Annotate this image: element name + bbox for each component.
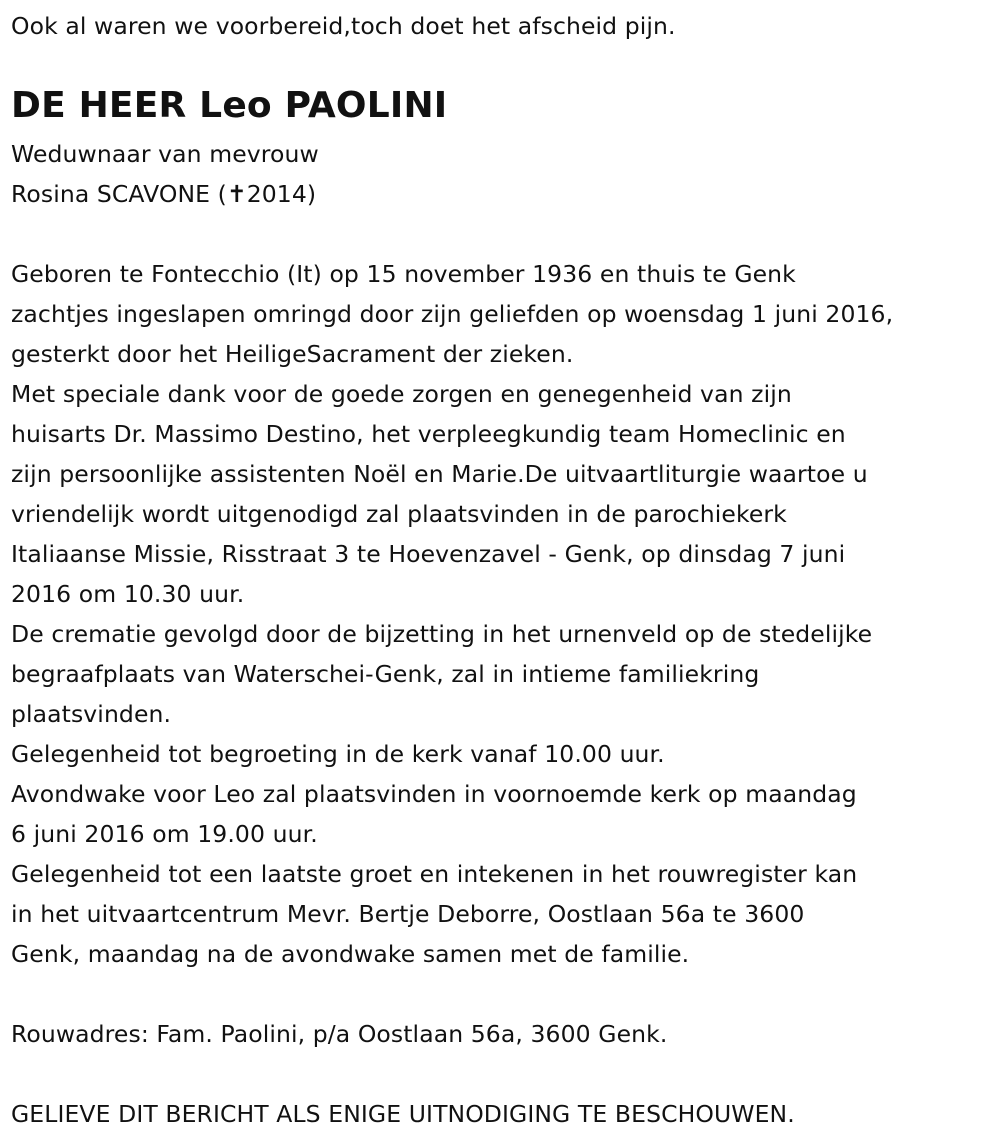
body-line: Italiaanse Missie, Risstraat 3 te Hoevenzavel - Genk, op dinsdag 7 juni — [11, 540, 846, 568]
spouse-line: Weduwnaar van mevrouw — [11, 140, 319, 168]
body-line: 6 juni 2016 om 19.00 uur. — [11, 820, 318, 848]
body-line: huisarts Dr. Massimo Destino, het verpleegkundig team Homeclinic en — [11, 420, 846, 448]
body-line: Avondwake voor Leo zal plaatsvinden in voornoemde kerk op maandag — [11, 780, 857, 808]
notice-body — [11, 254, 893, 974]
body-line: Genk, maandag na de avondwake samen met de familie. — [11, 940, 690, 968]
body-line: gesterkt door het HeiligeSacrament der zieken. — [11, 340, 574, 368]
body-line: zachtjes ingeslapen omringd door zijn geliefden op woensdag 1 juni 2016, — [11, 300, 894, 328]
body-line: 2016 om 10.30 uur. — [11, 580, 245, 608]
body-line: Geboren te Fontecchio (It) op 15 november 1936 en thuis te Genk — [11, 260, 796, 288]
deceased-name: DE HEER Leo PAOLINI — [11, 85, 448, 126]
body-line: in het uitvaartcentrum Mevr. Bertje Deborre, Oostlaan 56a te 3600 — [11, 900, 805, 928]
intro-text: Ook al waren we voorbereid,toch doet het afscheid pijn. — [11, 12, 676, 40]
body-line: De crematie gevolgd door de bijzetting in het urnenveld op de stedelijke — [11, 620, 873, 648]
body-line: begraafplaats van Waterschei-Genk, zal in intieme familiekring — [11, 660, 760, 688]
body-line: vriendelijk wordt uitgenodigd zal plaatsvinden in de parochiekerk — [11, 500, 787, 528]
mourning-address: Rouwadres: Fam. Paolini, p/a Oostlaan 56a, 3600 Genk. — [11, 1020, 668, 1048]
body-line: zijn persoonlijke assistenten Noël en Marie.De uitvaartliturgie waartoe u — [11, 460, 868, 488]
body-line: Gelegenheid tot een laatste groet en intekenen in het rouwregister kan — [11, 860, 858, 888]
body-line: Met speciale dank voor de goede zorgen en genegenheid van zijn — [11, 380, 792, 408]
spouse-info — [11, 134, 319, 214]
closing-statement: GELIEVE DIT BERICHT ALS ENIGE UITNODIGING TE BESCHOUWEN. — [11, 1100, 795, 1128]
spouse-line: Rosina SCAVONE (✝2014) — [11, 180, 317, 208]
body-line: plaatsvinden. — [11, 700, 172, 728]
body-line: Gelegenheid tot begroeting in de kerk vanaf 10.00 uur. — [11, 740, 665, 768]
